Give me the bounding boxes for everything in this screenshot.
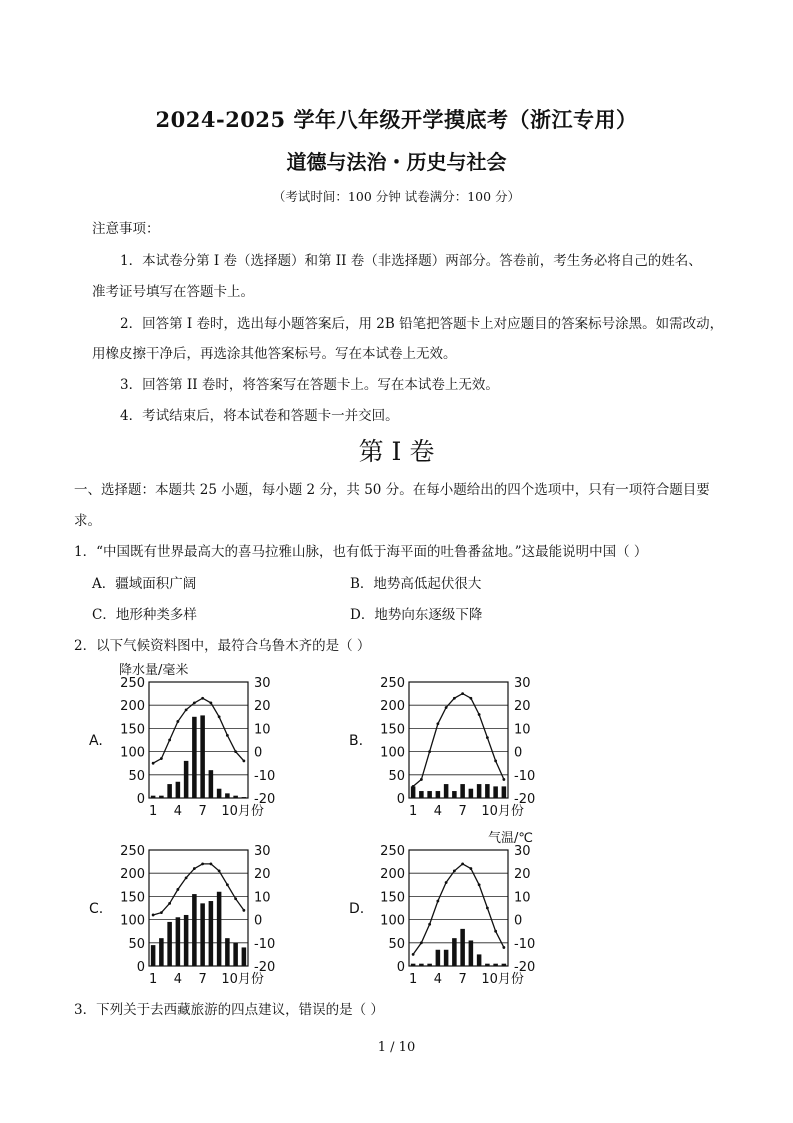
x-tick: 4 — [173, 972, 183, 987]
precip-bar — [469, 940, 474, 966]
precip-bar — [225, 793, 230, 798]
x-tick: 1 — [148, 972, 158, 987]
temperature-point — [436, 722, 439, 725]
temperature-point — [242, 909, 245, 912]
y-left-tick: 50 — [128, 768, 145, 784]
temperature-point — [218, 869, 221, 872]
y-left-tick: 0 — [136, 792, 145, 807]
y-left-tick: 50 — [388, 768, 405, 784]
chart-option-label: B. — [349, 733, 364, 749]
temperature-point — [160, 757, 163, 760]
y-left-tick: 200 — [120, 867, 145, 883]
temperature-point — [201, 863, 204, 866]
x-tick: 4 — [433, 972, 443, 987]
y-right-tick: 20 — [254, 867, 271, 883]
temperature-point — [226, 734, 229, 737]
temperature-point — [478, 883, 481, 886]
precip-bar — [436, 791, 441, 798]
temperature-point — [494, 930, 497, 933]
temperature-point — [209, 701, 212, 704]
temperature-line — [413, 694, 504, 787]
precip-bar — [493, 964, 498, 966]
climate-chart-d[interactable] — [345, 828, 560, 988]
precip-bar — [192, 717, 197, 798]
precip-bar — [477, 954, 482, 966]
page-number: 1 / 10 — [377, 1040, 416, 1055]
temperature-point — [168, 739, 171, 742]
precip-bar — [444, 950, 449, 966]
y-left-tick: 200 — [120, 699, 145, 715]
x-axis-label: 10月份 — [481, 804, 524, 819]
y-right-tick: 20 — [254, 699, 271, 715]
temperature-point — [168, 902, 171, 905]
precip-bar — [167, 784, 172, 798]
plot-frame — [149, 850, 248, 966]
temperature-point — [502, 778, 505, 781]
temperature-point — [502, 946, 505, 949]
y-left-tick: 200 — [380, 867, 405, 883]
notice-heading: 注意事项： — [92, 221, 160, 237]
temperature-point — [453, 697, 456, 700]
precip-bar — [167, 922, 172, 966]
precip-bar — [225, 938, 230, 966]
temperature-point — [494, 759, 497, 762]
precip-bar — [233, 943, 238, 966]
precip-bar — [151, 796, 156, 798]
temperature-point — [428, 750, 431, 753]
y-left-tick: 50 — [388, 936, 405, 952]
plot-frame — [149, 682, 248, 798]
y-left-tick: 250 — [120, 676, 145, 691]
temperature-point — [486, 736, 489, 739]
precip-bar — [436, 950, 441, 966]
x-tick: 7 — [198, 972, 207, 987]
temperature-point — [445, 881, 448, 884]
temperature-point — [445, 706, 448, 709]
y-right-tick: -10 — [514, 768, 536, 784]
x-tick: 1 — [148, 804, 158, 819]
y-left-tick: 0 — [396, 792, 405, 807]
temperature-point — [461, 692, 464, 695]
precip-bar — [460, 784, 465, 798]
precip-bar — [502, 964, 507, 966]
notice-item-1-line-1: 1．本试卷分第 I 卷（选择题）和第 II 卷（非选择题）两部分。答卷前，考生务必将自己的姓名、 — [120, 253, 702, 269]
temperature-point — [185, 708, 188, 711]
precip-bar — [184, 761, 189, 798]
temperature-point — [201, 697, 204, 700]
precip-bar — [419, 964, 424, 966]
y-left-tick: 150 — [380, 890, 405, 906]
y-right-tick: 0 — [254, 745, 263, 761]
x-tick: 7 — [458, 972, 467, 987]
temperature-line — [153, 864, 244, 915]
climate-chart-c[interactable] — [85, 828, 300, 988]
temperature-point — [436, 900, 439, 903]
y-right-tick: -20 — [254, 792, 276, 807]
precip-bar — [427, 791, 432, 798]
precip-bar — [444, 784, 449, 798]
precip-bar — [176, 782, 181, 798]
section-title: 第 I 卷 — [358, 437, 435, 466]
temperature-point — [185, 876, 188, 879]
temperature-point — [193, 701, 196, 704]
temperature-point — [242, 759, 245, 762]
y-right-axis-label: 气温/℃ — [488, 831, 533, 846]
temperature-line — [153, 698, 244, 763]
precip-bar — [502, 786, 507, 798]
y-right-tick: -20 — [514, 792, 536, 807]
y-left-tick: 150 — [120, 722, 145, 738]
precip-bar — [184, 915, 189, 966]
temperature-point — [152, 762, 155, 765]
y-right-tick: 20 — [514, 699, 531, 715]
section-intro-line-1: 一、选择题：本题共 25 小题，每小题 2 分，共 50 分。在每小题给出的四个选项中，只有一项符合题目要 — [74, 482, 710, 498]
y-left-tick: 100 — [120, 913, 145, 929]
notice-item-3: 3．回答第 II 卷时，将答案写在答题卡上。写在本试卷上无效。 — [120, 377, 499, 393]
y-left-tick: 200 — [380, 699, 405, 715]
precip-bar — [411, 964, 416, 966]
precip-bar — [411, 786, 416, 798]
y-right-tick: -10 — [254, 768, 276, 784]
y-right-tick: -10 — [514, 936, 536, 952]
precip-bar — [192, 894, 197, 966]
x-tick: 1 — [408, 972, 418, 987]
y-right-tick: 10 — [254, 722, 271, 738]
chart-option-label: A. — [89, 733, 103, 749]
temperature-point — [428, 923, 431, 926]
y-right-tick: 30 — [514, 844, 531, 859]
precip-bar — [233, 796, 238, 798]
temperature-point — [218, 715, 221, 718]
precip-bar — [427, 964, 432, 966]
y-left-tick: 50 — [128, 936, 145, 952]
y-right-tick: 10 — [514, 722, 531, 738]
precip-bar — [452, 791, 457, 798]
x-axis-label: 10月份 — [221, 972, 264, 987]
temperature-point — [226, 883, 229, 886]
y-left-axis-label: 降水量/毫米 — [119, 663, 189, 678]
precip-bar — [200, 715, 205, 798]
temperature-point — [420, 778, 423, 781]
y-right-tick: -20 — [254, 960, 276, 975]
y-right-tick: 10 — [514, 890, 531, 906]
precip-bar — [460, 929, 465, 966]
temperature-point — [160, 911, 163, 914]
y-left-tick: 250 — [120, 844, 145, 859]
precip-bar — [242, 797, 247, 798]
precip-bar — [217, 789, 222, 798]
notice-item-1-line-2: 准考证号填写在答题卡上。 — [92, 284, 254, 300]
y-left-tick: 150 — [380, 722, 405, 738]
question-2-stem: 2．以下气候资料图中，最符合乌鲁木齐的是（ ） — [74, 638, 371, 654]
y-right-tick: 10 — [254, 890, 271, 906]
question-3-stem: 3．下列关于去西藏旅游的四点建议，错误的是（ ） — [74, 1002, 384, 1018]
y-right-tick: 30 — [254, 676, 271, 691]
temperature-point — [193, 867, 196, 870]
chart-option-label: D. — [349, 901, 365, 917]
x-axis-label: 10月份 — [221, 804, 264, 819]
y-left-tick: 0 — [136, 960, 145, 975]
question-1-option-c[interactable]: C．地形种类多样 — [92, 607, 197, 623]
exam-info: （考试时间：100 分钟 试卷满分：100 分） — [272, 189, 521, 204]
y-left-tick: 250 — [380, 844, 405, 859]
temperature-point — [176, 888, 179, 891]
temperature-point — [176, 720, 179, 723]
precip-bar — [217, 892, 222, 966]
x-tick: 4 — [173, 804, 183, 819]
notice-item-2-line-1: 2．回答第 I 卷时，选出每小题答案后，用 2B 铅笔把答题卡上对应题目的答案标号涂黑。如需改动， — [120, 316, 724, 332]
precip-bar — [159, 796, 164, 798]
temperature-point — [234, 750, 237, 753]
precip-bar — [485, 964, 490, 966]
y-left-tick: 0 — [396, 960, 405, 975]
notice-item-4: 4．考试结束后，将本试卷和答题卡一并交回。 — [120, 408, 399, 424]
precip-bar — [159, 938, 164, 966]
y-right-tick: -20 — [514, 960, 536, 975]
y-left-tick: 100 — [380, 745, 405, 761]
x-axis-label: 10月份 — [481, 972, 524, 987]
question-1-option-a[interactable]: A．疆域面积广阔 — [92, 576, 197, 592]
subject-title: 道德与法治・历史与社会 — [286, 150, 507, 174]
page-title: 2024-2025 学年八年级开学摸底考（浙江专用） — [155, 107, 638, 132]
temperature-point — [469, 697, 472, 700]
precip-bar — [176, 917, 181, 966]
y-right-tick: 20 — [514, 867, 531, 883]
x-tick: 7 — [198, 804, 207, 819]
precip-bar — [209, 901, 214, 966]
x-tick: 1 — [408, 804, 418, 819]
section-intro-line-2: 求。 — [74, 513, 101, 529]
y-left-tick: 100 — [120, 745, 145, 761]
precip-bar — [151, 945, 156, 966]
precip-bar — [477, 784, 482, 798]
precip-bar — [469, 789, 474, 798]
question-1-option-b[interactable]: B．地势高低起伏很大 — [350, 576, 482, 592]
temperature-point — [234, 897, 237, 900]
temperature-point — [478, 713, 481, 716]
temperature-point — [209, 863, 212, 866]
question-1-option-d[interactable]: D．地势向东逐级下降 — [350, 607, 483, 623]
temperature-line — [413, 864, 504, 955]
y-right-tick: 0 — [254, 913, 263, 929]
precip-bar — [452, 938, 457, 966]
question-1-stem: 1．“中国既有世界最高大的喜马拉雅山脉，也有低于海平面的吐鲁番盆地。”这最能说明中国（ ） — [74, 544, 648, 560]
temperature-point — [461, 863, 464, 866]
precip-bar — [419, 791, 424, 798]
y-right-tick: 0 — [514, 913, 523, 929]
y-left-tick: 150 — [120, 890, 145, 906]
temperature-point — [412, 785, 415, 788]
temperature-point — [469, 867, 472, 870]
notice-item-2-line-2: 用橡皮擦干净后，再选涂其他答案标号。写在本试卷上无效。 — [92, 346, 457, 362]
y-right-tick: 30 — [514, 676, 531, 691]
y-left-tick: 100 — [380, 913, 405, 929]
temperature-point — [486, 907, 489, 910]
plot-frame — [409, 682, 508, 798]
precip-bar — [209, 770, 214, 798]
y-right-tick: -10 — [254, 936, 276, 952]
precip-bar — [242, 947, 247, 966]
y-right-tick: 30 — [254, 844, 271, 859]
temperature-point — [152, 914, 155, 917]
climate-chart-a[interactable] — [85, 660, 300, 820]
y-left-tick: 250 — [380, 676, 405, 691]
temperature-point — [412, 953, 415, 956]
climate-chart-b[interactable] — [345, 660, 560, 820]
x-tick: 7 — [458, 804, 467, 819]
chart-option-label: C. — [89, 901, 104, 917]
precip-bar — [485, 784, 490, 798]
y-right-tick: 0 — [514, 745, 523, 761]
temperature-point — [453, 869, 456, 872]
x-tick: 4 — [433, 804, 443, 819]
precip-bar — [200, 903, 205, 966]
precip-bar — [493, 786, 498, 798]
temperature-point — [420, 941, 423, 944]
